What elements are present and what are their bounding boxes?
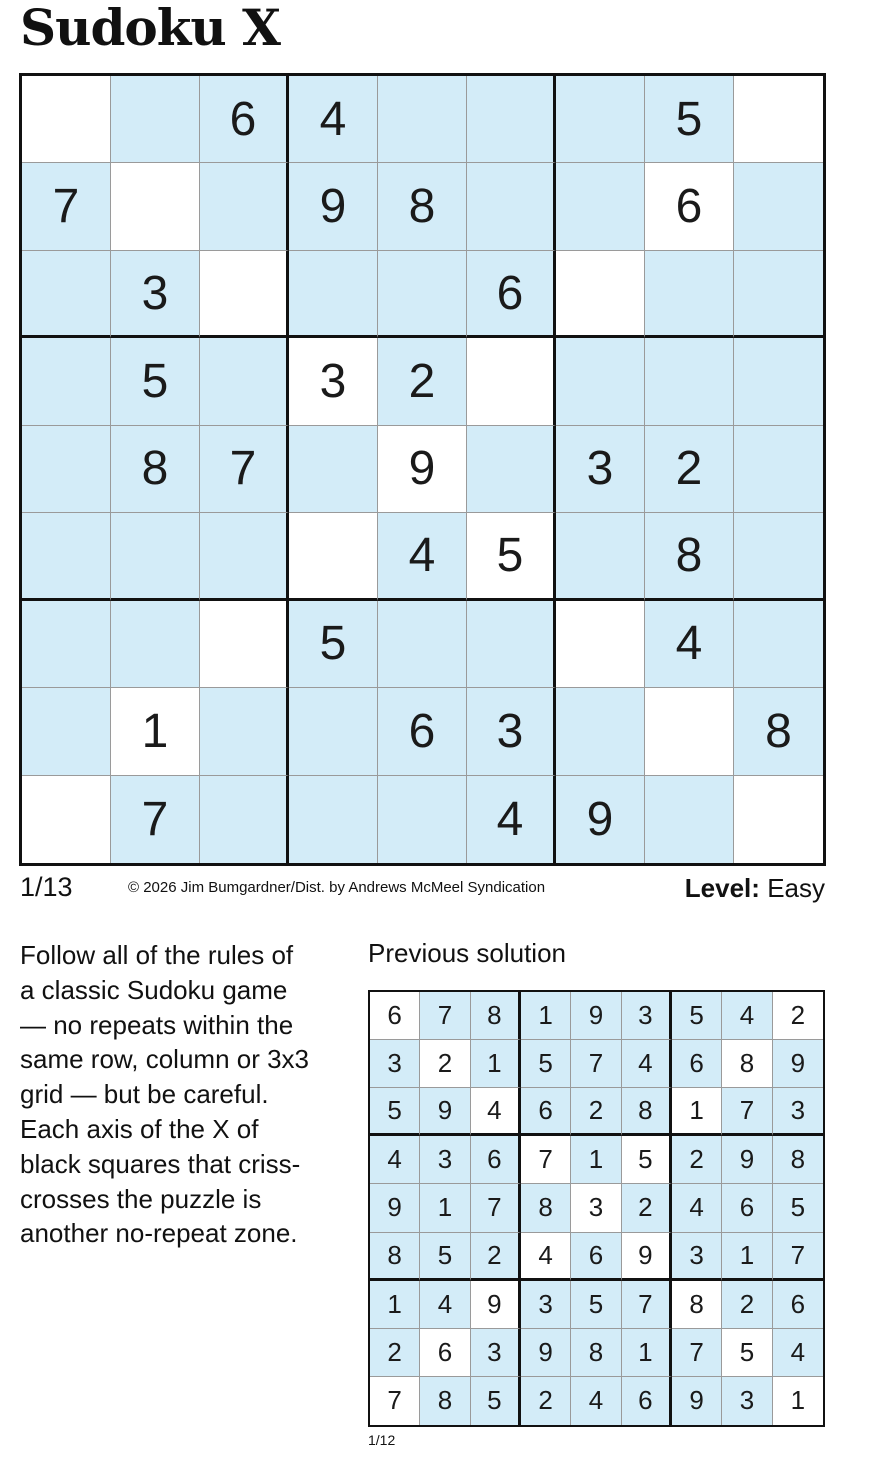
solution-cell-r6c9: 7 <box>773 1233 823 1281</box>
puzzle-cell-r8c5[interactable]: 6 <box>378 688 467 775</box>
difficulty-level <box>685 873 825 904</box>
puzzle-cell-r1c8[interactable]: 5 <box>645 76 734 163</box>
rules-text: Follow all of the rules of a classic Sudoku game — no repeats within the same row, column or 3x3 grid — but be careful. Each axis of the X of black squares that criss-crosses the puzzle is another no-repeat zone. <box>20 940 310 1249</box>
solution-cell-r1c1: 6 <box>370 992 420 1040</box>
puzzle-cell-r4c1[interactable] <box>22 338 111 425</box>
puzzle-cell-r9c1[interactable] <box>22 776 111 863</box>
solution-cell-r8c9: 4 <box>773 1329 823 1377</box>
solution-cell-r5c9: 5 <box>773 1184 823 1232</box>
puzzle-cell-r5c7[interactable]: 3 <box>556 426 645 513</box>
solution-cell-r7c8: 2 <box>722 1281 772 1329</box>
solution-cell-r6c7: 3 <box>672 1233 722 1281</box>
solution-cell-r2c8: 8 <box>722 1040 772 1088</box>
solution-cell-r3c2: 9 <box>420 1088 470 1136</box>
solution-cell-r6c2: 5 <box>420 1233 470 1281</box>
puzzle-cell-r7c4[interactable]: 5 <box>289 601 378 688</box>
solution-cell-r1c9: 2 <box>773 992 823 1040</box>
solution-cell-r7c6: 7 <box>622 1281 672 1329</box>
puzzle-cell-r3c3[interactable] <box>200 251 289 338</box>
puzzle-grid <box>19 73 826 866</box>
solution-cell-r9c2: 8 <box>420 1377 470 1425</box>
puzzle-cell-r2c4[interactable]: 9 <box>289 163 378 250</box>
solution-cell-r4c5: 1 <box>571 1136 621 1184</box>
solution-cell-r7c3: 9 <box>471 1281 521 1329</box>
puzzle-cell-r7c2[interactable] <box>111 601 200 688</box>
puzzle-cell-r9c4[interactable] <box>289 776 378 863</box>
puzzle-cell-r6c1[interactable] <box>22 513 111 600</box>
solution-cell-r8c3: 3 <box>471 1329 521 1377</box>
puzzle-cell-r8c3[interactable] <box>200 688 289 775</box>
puzzle-cell-r9c8[interactable] <box>645 776 734 863</box>
solution-cell-r6c5: 6 <box>571 1233 621 1281</box>
solution-cell-r7c1: 1 <box>370 1281 420 1329</box>
puzzle-cell-r9c5[interactable] <box>378 776 467 863</box>
puzzle-cell-r5c5[interactable]: 9 <box>378 426 467 513</box>
puzzle-cell-r3c1[interactable] <box>22 251 111 338</box>
solution-cell-r7c9: 6 <box>773 1281 823 1329</box>
level-label: Level: <box>684 873 760 903</box>
solution-cell-r4c9: 8 <box>773 1136 823 1184</box>
puzzle-cell-r8c7[interactable] <box>556 688 645 775</box>
solution-cell-r2c6: 4 <box>622 1040 672 1088</box>
puzzle-cell-r1c2[interactable] <box>111 76 200 163</box>
solution-cell-r8c8: 5 <box>722 1329 772 1377</box>
puzzle-cell-r2c5[interactable]: 8 <box>378 163 467 250</box>
solution-cell-r2c9: 9 <box>773 1040 823 1088</box>
puzzle-cell-r4c5[interactable]: 2 <box>378 338 467 425</box>
solution-cell-r3c5: 2 <box>571 1088 621 1136</box>
solution-cell-r1c7: 5 <box>672 992 722 1040</box>
previous-solution-label: Previous solution <box>368 938 566 968</box>
puzzle-cell-r6c4[interactable] <box>289 513 378 600</box>
solution-cell-r9c3: 5 <box>471 1377 521 1425</box>
puzzle-cell-r1c4[interactable]: 4 <box>289 76 378 163</box>
solution-cell-r3c4: 6 <box>521 1088 571 1136</box>
solution-cell-r4c4: 7 <box>521 1136 571 1184</box>
puzzle-cell-r5c4[interactable] <box>289 426 378 513</box>
solution-cell-r1c3: 8 <box>471 992 521 1040</box>
puzzle-cell-r3c9[interactable] <box>734 251 823 338</box>
solution-cell-r8c4: 9 <box>521 1329 571 1377</box>
page-title: Sudoku X <box>20 0 280 57</box>
solution-cell-r5c2: 1 <box>420 1184 470 1232</box>
solution-cell-r3c1: 5 <box>370 1088 420 1136</box>
solution-cell-r1c5: 9 <box>571 992 621 1040</box>
puzzle-cell-r8c4[interactable] <box>289 688 378 775</box>
puzzle-cell-r3c8[interactable] <box>645 251 734 338</box>
puzzle-cell-r9c6[interactable]: 4 <box>467 776 556 863</box>
puzzle-cell-r7c9[interactable] <box>734 601 823 688</box>
solution-cell-r5c1: 9 <box>370 1184 420 1232</box>
solution-cell-r1c6: 3 <box>622 992 672 1040</box>
puzzle-cell-r2c2[interactable] <box>111 163 200 250</box>
solution-cell-r7c2: 4 <box>420 1281 470 1329</box>
solution-cell-r7c7: 8 <box>672 1281 722 1329</box>
solution-cell-r9c5: 4 <box>571 1377 621 1425</box>
solution-cell-r2c4: 5 <box>521 1040 571 1088</box>
puzzle-cell-r7c6[interactable] <box>467 601 556 688</box>
puzzle-cell-r1c6[interactable] <box>467 76 556 163</box>
solution-cell-r2c5: 7 <box>571 1040 621 1088</box>
puzzle-cell-r4c3[interactable] <box>200 338 289 425</box>
solution-cell-r8c7: 7 <box>672 1329 722 1377</box>
solution-cell-r9c6: 6 <box>622 1377 672 1425</box>
solution-cell-r4c7: 2 <box>672 1136 722 1184</box>
puzzle-cell-r3c4[interactable] <box>289 251 378 338</box>
solution-cell-r8c5: 8 <box>571 1329 621 1377</box>
solution-cell-r3c6: 8 <box>622 1088 672 1136</box>
puzzle-cell-r5c2[interactable]: 8 <box>111 426 200 513</box>
puzzle-cell-r6c7[interactable] <box>556 513 645 600</box>
puzzle-cell-r6c2[interactable] <box>111 513 200 600</box>
solution-cell-r3c7: 1 <box>672 1088 722 1136</box>
solution-cell-r2c1: 3 <box>370 1040 420 1088</box>
puzzle-cell-r3c6[interactable]: 6 <box>467 251 556 338</box>
puzzle-cell-r2c8[interactable]: 6 <box>645 163 734 250</box>
solution-cell-r5c4: 8 <box>521 1184 571 1232</box>
puzzle-cell-r4c8[interactable] <box>645 338 734 425</box>
solution-cell-r2c2: 2 <box>420 1040 470 1088</box>
puzzle-cell-r1c5[interactable] <box>378 76 467 163</box>
solution-cell-r8c1: 2 <box>370 1329 420 1377</box>
puzzle-cell-r5c6[interactable] <box>467 426 556 513</box>
puzzle-cell-r6c6[interactable]: 5 <box>467 513 556 600</box>
solution-cell-r5c8: 6 <box>722 1184 772 1232</box>
puzzle-cell-r1c7[interactable] <box>556 76 645 163</box>
puzzle-cell-r9c2[interactable]: 7 <box>111 776 200 863</box>
puzzle-cell-r2c3[interactable] <box>200 163 289 250</box>
puzzle-cell-r7c7[interactable] <box>556 601 645 688</box>
previous-solution-grid <box>368 990 825 1427</box>
puzzle-cell-r8c6[interactable]: 3 <box>467 688 556 775</box>
puzzle-cell-r6c9[interactable] <box>734 513 823 600</box>
solution-cell-r9c7: 9 <box>672 1377 722 1425</box>
puzzle-cell-r1c9[interactable] <box>734 76 823 163</box>
puzzle-cell-r5c8[interactable]: 2 <box>645 426 734 513</box>
solution-cell-r6c1: 8 <box>370 1233 420 1281</box>
solution-cell-r1c8: 4 <box>722 992 772 1040</box>
puzzle-cell-r4c6[interactable] <box>467 338 556 425</box>
solution-cell-r9c9: 1 <box>773 1377 823 1425</box>
solution-cell-r4c2: 3 <box>420 1136 470 1184</box>
puzzle-cell-r1c1[interactable] <box>22 76 111 163</box>
solution-cell-r7c4: 3 <box>521 1281 571 1329</box>
solution-cell-r6c8: 1 <box>722 1233 772 1281</box>
puzzle-cell-r9c9[interactable] <box>734 776 823 863</box>
solution-cell-r6c3: 2 <box>471 1233 521 1281</box>
puzzle-cell-r3c5[interactable] <box>378 251 467 338</box>
solution-cell-r5c6: 2 <box>622 1184 672 1232</box>
solution-cell-r1c4: 1 <box>521 992 571 1040</box>
solution-cell-r6c6: 9 <box>622 1233 672 1281</box>
solution-cell-r4c6: 5 <box>622 1136 672 1184</box>
puzzle-cell-r7c5[interactable] <box>378 601 467 688</box>
puzzle-cell-r3c2[interactable]: 3 <box>111 251 200 338</box>
solution-cell-r3c8: 7 <box>722 1088 772 1136</box>
solution-cell-r8c6: 1 <box>622 1329 672 1377</box>
puzzle-cell-r8c9[interactable]: 8 <box>734 688 823 775</box>
puzzle-cell-r8c8[interactable] <box>645 688 734 775</box>
solution-cell-r2c7: 6 <box>672 1040 722 1088</box>
puzzle-cell-r5c1[interactable] <box>22 426 111 513</box>
puzzle-cell-r5c9[interactable] <box>734 426 823 513</box>
puzzle-cell-r7c1[interactable] <box>22 601 111 688</box>
puzzle-cell-r4c2[interactable]: 5 <box>111 338 200 425</box>
solution-cell-r2c3: 1 <box>471 1040 521 1088</box>
solution-cell-r3c9: 3 <box>773 1088 823 1136</box>
puzzle-cell-r2c6[interactable] <box>467 163 556 250</box>
puzzle-cell-r2c1[interactable]: 7 <box>22 163 111 250</box>
puzzle-cell-r9c7[interactable]: 9 <box>556 776 645 863</box>
solution-cell-r5c7: 4 <box>672 1184 722 1232</box>
solution-cell-r3c3: 4 <box>471 1088 521 1136</box>
puzzle-cell-r1c3[interactable]: 6 <box>200 76 289 163</box>
copyright-notice: © 2026 Jim Bumgardner/Dist. by Andrews McMeel Syndication <box>128 879 546 896</box>
puzzle-cell-r7c3[interactable] <box>200 601 289 688</box>
puzzle-cell-r7c8[interactable]: 4 <box>645 601 734 688</box>
solution-cell-r5c5: 3 <box>571 1184 621 1232</box>
puzzle-cell-r4c9[interactable] <box>734 338 823 425</box>
solution-cell-r4c8: 9 <box>722 1136 772 1184</box>
puzzle-cell-r3c7[interactable] <box>556 251 645 338</box>
puzzle-cell-r4c7[interactable] <box>556 338 645 425</box>
puzzle-cell-r2c7[interactable] <box>556 163 645 250</box>
puzzle-cell-r8c2[interactable]: 1 <box>111 688 200 775</box>
puzzle-date: 1/13 <box>20 872 73 902</box>
solution-cell-r9c8: 3 <box>722 1377 772 1425</box>
solution-cell-r9c1: 7 <box>370 1377 420 1425</box>
puzzle-cell-r6c8[interactable]: 8 <box>645 513 734 600</box>
puzzle-cell-r5c3[interactable]: 7 <box>200 426 289 513</box>
puzzle-cell-r4c4[interactable]: 3 <box>289 338 378 425</box>
puzzle-cell-r8c1[interactable] <box>22 688 111 775</box>
solution-cell-r5c3: 7 <box>471 1184 521 1232</box>
solution-cell-r1c2: 7 <box>420 992 470 1040</box>
solution-cell-r9c4: 2 <box>521 1377 571 1425</box>
puzzle-cell-r9c3[interactable] <box>200 776 289 863</box>
puzzle-cell-r6c5[interactable]: 4 <box>378 513 467 600</box>
solution-cell-r7c5: 5 <box>571 1281 621 1329</box>
puzzle-cell-r6c3[interactable] <box>200 513 289 600</box>
solution-cell-r4c3: 6 <box>471 1136 521 1184</box>
previous-solution-date: 1/12 <box>368 1432 396 1448</box>
puzzle-cell-r2c9[interactable] <box>734 163 823 250</box>
level-value: Easy <box>767 873 825 903</box>
solution-cell-r8c2: 6 <box>420 1329 470 1377</box>
solution-cell-r4c1: 4 <box>370 1136 420 1184</box>
solution-cell-r6c4: 4 <box>521 1233 571 1281</box>
